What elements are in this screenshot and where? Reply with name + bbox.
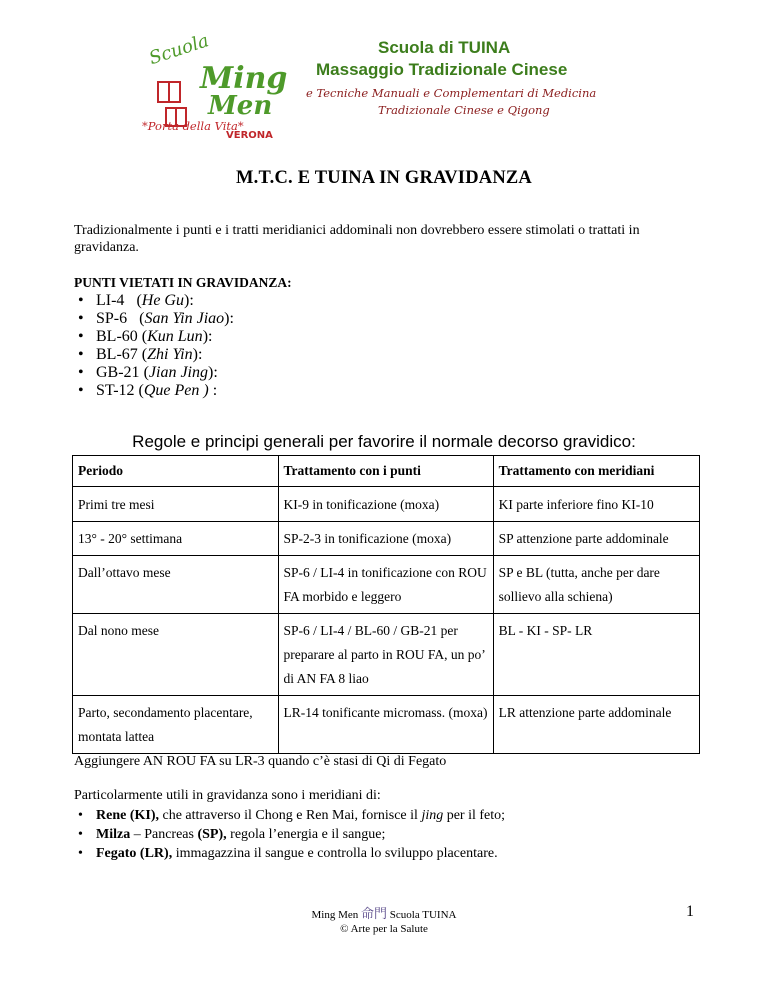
list-item: • SP-6 (San Yin Jiao):: [70, 310, 234, 328]
school-line1: e Tecniche Manuali e Complementari di Medicina: [306, 86, 597, 100]
meridian-text: per il feto;: [443, 808, 506, 823]
logo-city: VERONA: [226, 130, 273, 140]
logo-motto: *Porta della Vita*: [142, 119, 244, 133]
column-header: Trattamento con meridiani: [493, 456, 699, 487]
point-code: GB-21: [96, 364, 140, 381]
rules-table: [72, 455, 700, 754]
point-name: He Gu: [141, 292, 184, 309]
footer-line1: [0, 908, 768, 922]
page-title: M.T.C. E TUINA IN GRAVIDANZA: [236, 168, 532, 188]
list-item: • BL-67 (Zhi Yin):: [70, 346, 234, 364]
additional-note: Aggiungere AN ROU FA su LR-3 quando c’è stasi di Qi di Fegato: [74, 754, 447, 769]
table-cell: LR attenzione parte addominale: [493, 696, 699, 754]
forbidden-points-heading: PUNTI VIETATI IN GRAVIDANZA:: [74, 275, 292, 290]
school-name: Scuola di TUINA: [378, 38, 511, 57]
page-number: 1: [686, 903, 694, 920]
rules-heading: Regole e principi generali per favorire il normale decorso gravidico:: [132, 432, 636, 451]
useful-meridians-intro: Particolarmente utili in gravidanza sono i meridiani di:: [74, 788, 381, 803]
table-cell: SP-2-3 in tonificazione (moxa): [278, 522, 493, 556]
table-cell: SP e BL (tutta, anche per dare sollievo alla schiena): [493, 556, 699, 614]
table-cell: BL - KI - SP- LR: [493, 614, 699, 696]
table-cell: SP-6 / LI-4 / BL-60 / GB-21 per preparare al parto in ROU FA, un po’ di AN FA 8 liao: [278, 614, 493, 696]
table-cell: KI-9 in tonificazione (moxa): [278, 487, 493, 522]
list-item: • BL-60 (Kun Lun):: [70, 328, 234, 346]
table-cell: SP-6 / LI-4 in tonificazione con ROU FA morbido e leggero: [278, 556, 493, 614]
footer-left: Ming Men: [311, 909, 359, 921]
meridian-name: Milza: [96, 827, 131, 842]
point-code: SP-6: [96, 310, 128, 327]
footer-glyph: 命門: [361, 907, 388, 922]
footer-right: Scuola TUINA: [389, 909, 457, 921]
meridian-text: regola l’energia e il sangue;: [226, 827, 386, 842]
page-footer: [0, 908, 768, 936]
point-name: Que Pen ): [143, 382, 209, 399]
point-code: BL-60: [96, 328, 138, 345]
list-item: [70, 806, 505, 825]
useful-meridians-list: [70, 806, 505, 863]
logo-brand-line2: Men: [208, 91, 273, 121]
meridian-code: (SP),: [197, 827, 227, 842]
list-item: [70, 844, 505, 863]
table-row: [73, 556, 700, 614]
forbidden-points-list: [70, 292, 234, 400]
school-logo: [140, 30, 290, 140]
point-code: BL-67: [96, 346, 138, 363]
table-row: [73, 614, 700, 696]
logo-brand-line1: Ming: [200, 61, 288, 96]
meridian-name: Fegato (LR),: [96, 846, 173, 861]
point-name: Jian Jing: [148, 364, 208, 381]
logo-graphic: [140, 30, 290, 140]
list-item: • GB-21 (Jian Jing):: [70, 364, 234, 382]
point-name: Zhi Yin: [147, 346, 193, 363]
column-header: Periodo: [73, 456, 279, 487]
point-code: LI-4: [96, 292, 125, 309]
column-header: Trattamento con i punti: [278, 456, 493, 487]
table-cell: KI parte inferiore fino KI-10: [493, 487, 699, 522]
meridian-text: – Pancreas: [130, 827, 198, 842]
table-row: [73, 522, 700, 556]
footer-line2: © Arte per la Salute: [340, 923, 428, 935]
table-row: [73, 696, 700, 754]
point-code: ST-12: [96, 382, 135, 399]
table-cell: Dall’ottavo mese: [73, 556, 279, 614]
meridian-name: Rene (KI),: [96, 808, 159, 823]
list-item: [70, 825, 505, 844]
table-cell: SP attenzione parte addominale: [493, 522, 699, 556]
table-header-row: [73, 456, 700, 487]
list-item: • ST-12 (Que Pen ) :: [70, 382, 234, 400]
point-name: Kun Lun: [147, 328, 203, 345]
meridian-text: che attraverso il Chong e Ren Mai, fornisce il: [159, 808, 422, 823]
table-row: [73, 487, 700, 522]
school-line2: Tradizionale Cinese e Qigong: [378, 103, 550, 117]
school-subtitle: Massaggio Tradizionale Cinese: [316, 60, 568, 79]
intro-paragraph: Tradizionalmente i punti e i tratti meridianici addominali non dovrebbero essere stimolati o trattati in gravidanza.: [74, 223, 640, 255]
logo-arc-text: Scuola: [146, 30, 212, 70]
point-name: San Yin Jiao: [144, 310, 225, 327]
table-cell: Primi tre mesi: [73, 487, 279, 522]
meridian-text: immagazzina il sangue e controlla lo sviluppo placentare.: [172, 846, 498, 861]
table-cell: Dal nono mese: [73, 614, 279, 696]
list-item: • LI-4 (He Gu):: [70, 292, 234, 310]
table-cell: Parto, secondamento placentare, montata lattea: [73, 696, 279, 754]
table-cell: 13° - 20° settimana: [73, 522, 279, 556]
table-cell: LR-14 tonificante micromass. (moxa): [278, 696, 493, 754]
meridian-text-italic: jing: [421, 808, 444, 823]
